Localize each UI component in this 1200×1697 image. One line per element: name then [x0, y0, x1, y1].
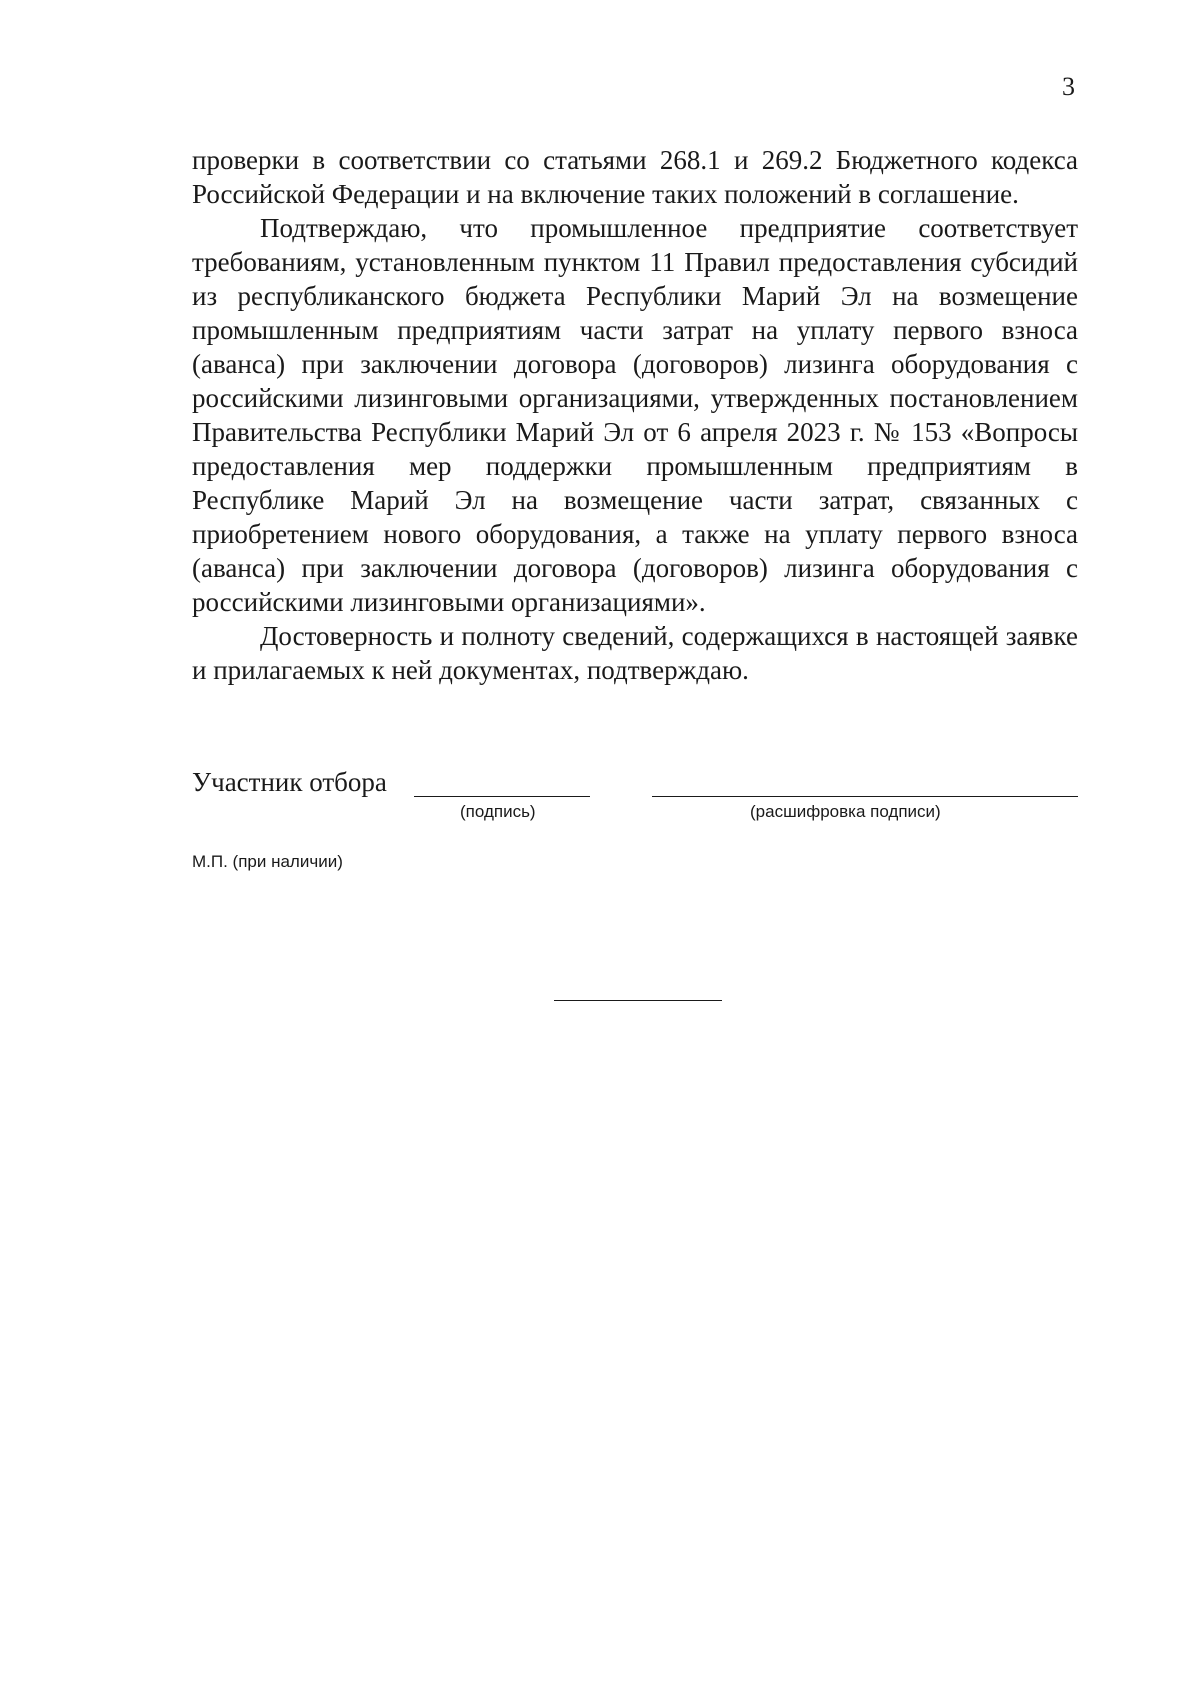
paragraph-confirmation-accuracy: Достоверность и полноту сведений, содержащихся в настоящей заявке и прилагаемых к ней документах, подтверждаю.	[192, 621, 1078, 685]
signature-decoding-line	[652, 796, 1078, 797]
paragraph-continuation: проверки в соответствии со статьями 268.1 и 269.2 Бюджетного кодекса Российской Федерации и на включение таких положений в соглашение.	[192, 145, 1078, 209]
signature-block	[192, 767, 1078, 803]
participant-label: Участник отбора	[192, 767, 387, 797]
page-number: 3	[1062, 72, 1075, 101]
signature-decoding-caption: (расшифровка подписи)	[750, 802, 941, 821]
stamp-note: М.П. (при наличии)	[192, 852, 343, 871]
signature-caption: (подпись)	[460, 802, 536, 821]
document-body	[192, 143, 1078, 687]
end-of-document-rule	[554, 1000, 722, 1001]
signature-line	[414, 796, 590, 797]
paragraph-confirmation-requirements: Подтверждаю, что промышленное предприятие соответствует требованиям, установленным пунктом 11 Правил предоставления субсидий из республиканского бюджета Республики Марий Эл на возмещение промышленным предприятиям части затрат на уплату первого взноса (аванса) при заключении договора (договоров) лизинга оборудования с российскими лизинговыми организациями, утвержденных постановлением Правительства Республики Марий Эл от 6 апреля 2023 г. № 153 «Вопросы предоставления мер поддержки промышленным предприятиям в Республике Марий Эл на возмещение части затрат, связанных с приобретением нового оборудования, а также на уплату первого взноса (аванса) при заключении договора (договоров) лизинга оборудования с российскими лизинговыми организациями».	[192, 213, 1078, 617]
